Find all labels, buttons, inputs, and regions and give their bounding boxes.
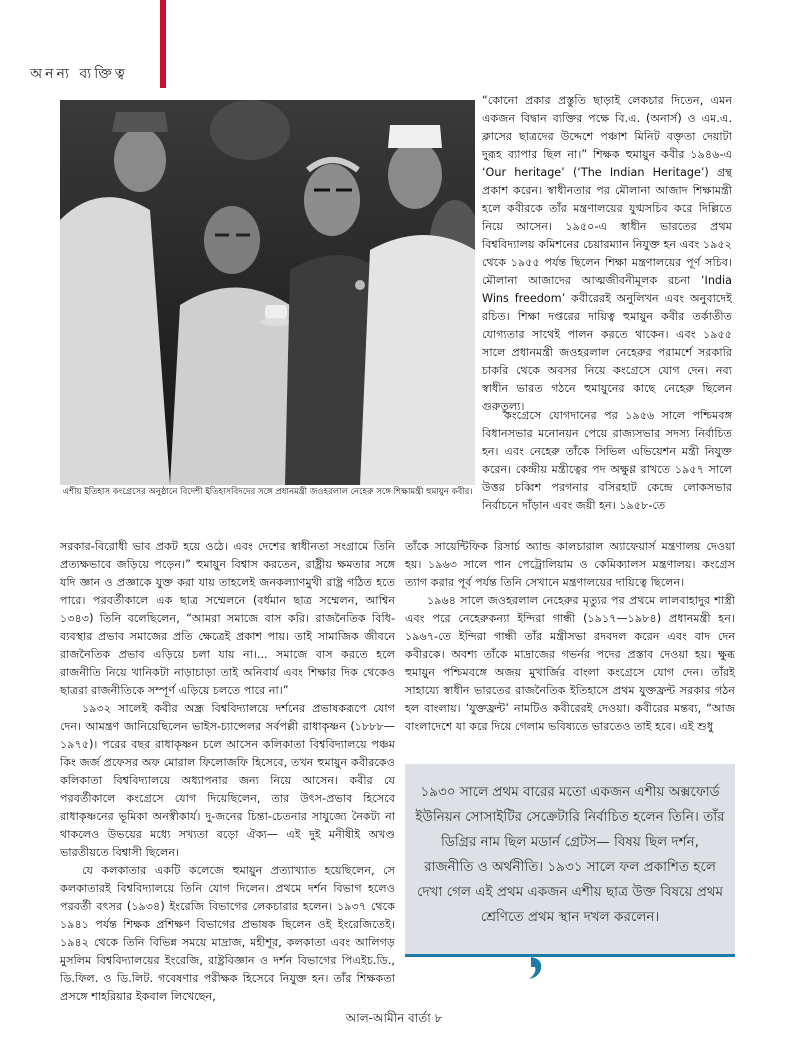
header-accent-bar [160, 0, 166, 88]
bottom-right-column [405, 538, 735, 736]
body-paragraph: তাঁকে সায়েন্টিফিক রিসার্চ অ্যান্ড কালচারাল অ্যাফেয়ার্স মন্ত্রণালয় দেওয়া হয়। ১৯৬৩ সালে পান পেট্রোলিয়াম ও কেমিক্যালস মন্ত্রণালয়। কংগ্রেস ত্যাগ করার পূর্ব পর্যন্ত তিনি সেখানে মন্ত্রণালয়ের দায়িত্বে ছিলেন। [405, 540, 735, 589]
body-paragraph: ১৯৩২ সালেই কবীর অন্ধ্র বিশ্ববিদ্যালয়ে দর্শনের প্রভাষকরূপে যোগ দেন। আমন্ত্রণ জানিয়েছিলেন ভাইস-চ্যান্সেলর সর্বপল্লী রাধাকৃষ্ণন (১৮৮৮—১৯৭৫)। পরের বছর রাধাকৃষ্ণন চলে আসেন কলিকাতা বিশ্ববিদ্যালয়ে পঞ্চম কিং জর্জ প্রফেসর অফ মোরাল ফিলোজফি হিসেবে, তখন হুমায়ুন কবীরকেও কলিকাতা বিশ্ববিদ্যালয়ে অধ্যাপনার জন্য নিয়ে আসেন। কবীর যে পরবর্তীকালে কংগ্রেসে যোগ দিয়েছিলেন, তার উৎস-প্রভাব হিসেবে রাধাকৃষ্ণনের ভূমিকা অনস্বীকার্য। দু-জনের চিন্তা-চেতনার সাযুজ্যে নৈকট্য না থাকলেও উভয়ের মধ্যে সখ্যতা বড়ো ঐক্য— এই দুই মনীষীই অখণ্ড ভারতীয়তে বিশ্বাসী ছিলেন। [60, 702, 395, 859]
photo-illustration [60, 100, 475, 485]
historical-photo [60, 100, 475, 485]
bottom-left-column [60, 538, 395, 1006]
body-paragraph: যে কলকাতার একটি কলেজে হুমায়ুন প্রত্যাখ্যাত হয়েছিলেন, সে কলকাতারই বিশ্ববিদ্যালয়ে তিনি যোগ দিলেন। প্রথমে দর্শন বিভাগ হলেও পরবর্তী বৎসর (১৯৩৪) ইংরেজি বিভাগের লেকচারার হলেন। ১৯৩৭ থেকে ১৯৪১ পর্যন্ত শিক্ষক প্রশিক্ষণ বিভাগের প্রভাষক ছিলেন ওই ইংরেজিতেই। ১৯৪২ থেকে তিনি বিভিন্ন সময়ে মাদ্রাজ, মহীশূর, কলকাতা এবং আলিগড় মুসলিম বিশ্ববিদ্যালয়ের ইংরেজি, রাষ্ট্রবিজ্ঞান ও দর্শন বিভাগের পিএইচ.ডি., ডি.ফিল. ও ডি.লিট. গবেষণার পরীক্ষক হিসেবে নিযুক্ত হন। তাঁর শিক্ষকতা প্রসঙ্গে শাহরিয়ার ইকবাল লিখেছেন, [60, 864, 395, 1003]
right-column-top [482, 92, 732, 416]
right-column-paragraph-2: কংগ্রেসে যোগদানের পর ১৯৫৬ সালে পশ্চিমবঙ্গ বিধানসভার মনোনয়ন পেয়ে রাজ্যসভার সদস্য নির্বাচিত হন। এবং নেহেরু তাঁকে সিভিল এভিয়েশন মন্ত্রী নিযুক্ত করেন। কেন্দ্রীয় মন্ত্রীত্বের পদ অক্ষুণ্ণ রাখতে ১৯৫৭ সালে উত্তর চব্বিশ পরগনার বসিরহাট কেন্দ্রে লোকসভার নির্বাচনে দাঁড়ান এবং জয়ী হন। ১৯৫৮-তে [482, 409, 732, 512]
pull-quote-box [405, 764, 735, 957]
pull-quote-text: ১৯৩০ সালে প্রথম বারের মতো একজন এশীয় অক্সফোর্ড ইউনিয়ন সোসাইটির সেক্রেটারি নির্বাচিত হলেন তিনি। তাঁর ডিগ্রির নাম ছিল মডার্ন গ্রেটস— বিষয় ছিল দর্শন, রাজনীতি ও অর্থনীতি। ১৯৩১ সালে ফল প্রকাশিত হলে দেখা গেল এই প্রথম একজন এশীয় ছাত্র উক্ত বিষয়ে প্রথম শ্রেণিতে প্রথম স্থান দখল করলেন। [415, 784, 725, 925]
right-column-paragraph: “কোনো প্রকার প্রস্তুতি ছাড়াই লেকচার দিতেন, এমন একজন বিদ্বান ব্যক্তির পক্ষে বি.এ. (অনার্স) ও এম.এ. ক্লাসের ছাত্রদের উদ্দেশে পঞ্চাশ মিনিট বক্তৃতা দেয়াটা দুরূহ ব্যাপার ছিল না।” শিক্ষক হুমায়ুন কবীর ১৯৪৬-এ ‘Our heritage’ (‘The Indian Heritage’) গ্রন্থ প্রকাশ করেন। স্বাধীনতার পর মৌলানা আজাদ শিক্ষামন্ত্রী হলে কবীরকে তাঁর মন্ত্রণালয়ের যুগ্মসচিব করে দিল্লিতে নিয়ে আসেন। ১৯৫০-এ স্বাধীন ভারতের প্রথম বিশ্ববিদ্যালয় কমিশনের চেয়ারম্যান নিযুক্ত হন এবং ১৯৫২ থেকে ১৯৫৫ পর্যন্ত ছিলেন শিক্ষা মন্ত্রণালয়ের পূর্ণ সচিব। মৌলানা আজাদের আত্মজীবনীমূলক রচনা ‘India Wins freedom’ কবীরেরই অনুলিখন এবং অনুবাদেই রচিত। শিক্ষা দপ্তরের দায়িত্ব হুমায়ুন কবীর তর্কাতীত যোগ্যতার সাথেই পালন করতে থাকেন। এবং ১৯৫৫ সালে প্রধানমন্ত্রী জওহরলাল নেহেরুর পরামর্শে সরকারি চাকরি থেকে অবসর নিয়ে কংগ্রেসে যোগ দেন। নব্য স্বাধীন ভারত গঠনে হুমায়ুনের কাছে নেহেরু ছিলেন গুরুতুল্য। [482, 94, 732, 413]
right-column-continuation [482, 407, 732, 515]
section-label: অনন্য ব্যক্তিত্ব [30, 66, 128, 82]
body-paragraph: ১৯৬৪ সালে জওহরলাল নেহেরুর মৃত্যুর পর প্রথমে লালবাহাদুর শাস্ত্রী এবং পরে নেহেরুকন্যা ইন্দিরা গান্ধী (১৯১৭—১৯৮৪) প্রধানমন্ত্রী হন। ১৯৬৭-তে ইন্দিরা গান্ধী তাঁর মন্ত্রীসভা রদবদল করেন এবং বাদ দেন কবীরকে। অবশ্য তাঁকে মাদ্রাজের গভর্নর পদের প্রস্তাব দেওয়া হয়। ক্ষুব্ধ হুমায়ুন পশ্চিমবঙ্গে অজয় মুখার্জির বাংলা কংগ্রেসে যোগ দেন। তাঁরই সাহায্যে স্বাধীন ভারতের রাজনৈতিক ইতিহাসে প্রথম যুক্তফ্রন্ট সরকার গঠন হল বাংলায়। ‘যুক্তফ্রন্ট’ নামটিও কবীরেরই দেওয়া। কবীরের মন্তব্য, “আজ বাংলাদেশে যা করে দিয়ে গেলাম ভবিষ্যতে ভারতেও তাই হবে। এই শুধু [405, 594, 735, 733]
page-footer: আল-আমীন বার্তা ৮ [345, 1011, 443, 1025]
photo-caption: এশীয় ইতিহাস কংগ্রেসের অনুষ্ঠানে বিদেশী ইতিহাসবিদদের সঙ্গে প্রধানমন্ত্রী জওহরলাল নেহেরু সঙ্গে শিক্ষামন্ত্রী হুমায়ুন কবীর। [62, 487, 473, 497]
body-paragraph: সরকার-বিরোধী ভাব প্রকট হয়ে ওঠে। এবং দেশের স্বাধীনতা সংগ্রামে তিনি প্রত্যক্ষভাবে জড়িয়ে পড়েন।” হুমায়ুন বিশ্বাস করতেন, রাষ্ট্রীয় ক্ষমতার সঙ্গে যদি জ্ঞান ও প্রজ্ঞাকে যুক্ত করা যায় তাহলেই জনকল্যাণমুখী রাষ্ট্র গঠিত হতে পারে। পরবর্তীকালে এক ছাত্র সম্মেলনে (বর্ধমান ছাত্র সম্মেলন, আশ্বিন ১৩৪৩) তিনি বলেছিলেন, “আমরা সমাজে বাস করি। রাজনৈতিক বিধি-ব্যবস্থার প্রভাব সমাজের প্রতি ক্ষেত্রেই প্রকাশ পায়। তাই সামাজিক জীবনে রাজনৈতিক প্রভাব এড়িয়ে চলা যায় না।... সমাজে বাস করতে হলে রাজনীতি নিয়ে খানিকটা নাড়াচাড়া তাই অনিবার্য এবং শিক্ষার দিক থেকেও ছাত্ররা রাজনীতিকে সম্পূর্ণ এড়িয়ে চলতে পারে না।” [60, 540, 395, 697]
quote-mark-icon [525, 955, 547, 981]
